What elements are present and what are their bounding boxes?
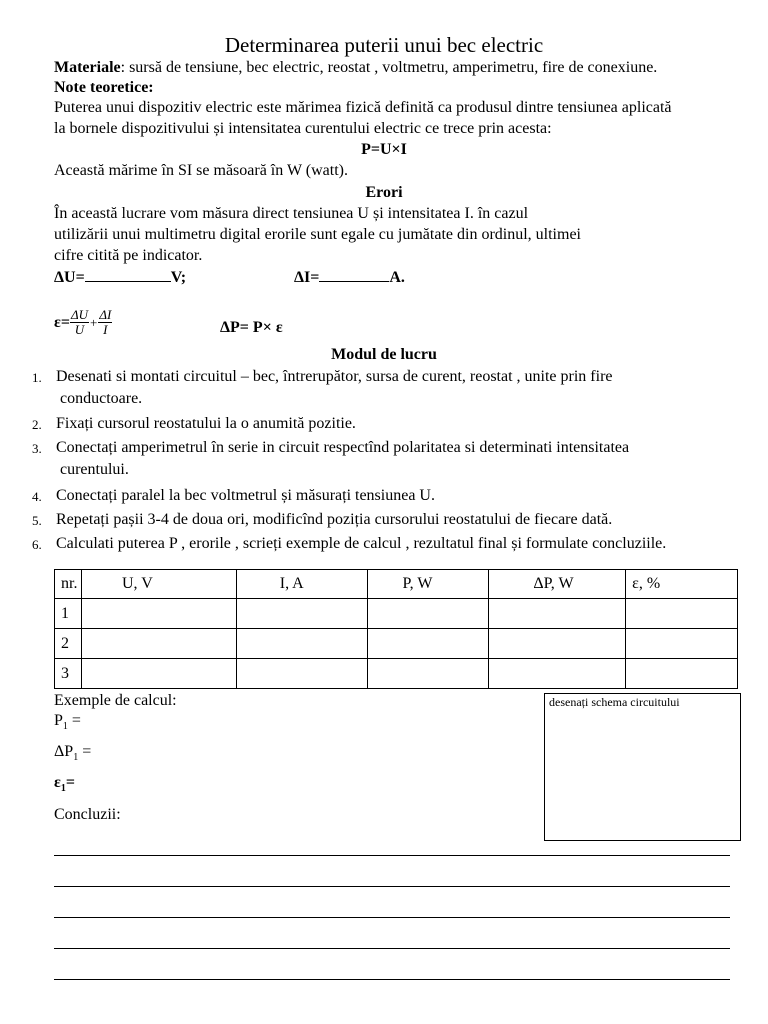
materials-label: Materiale xyxy=(54,59,121,76)
header-current: I, A xyxy=(236,570,367,599)
schema-label: desenați schema circuitului xyxy=(549,695,680,709)
step-text: Fixați cursorul reostatului la o anumită pozitie. xyxy=(56,415,356,432)
calc-dp1 xyxy=(54,743,91,767)
step-number: 4. xyxy=(32,489,42,504)
cell-power[interactable] xyxy=(367,599,489,629)
plus-sign: + xyxy=(89,314,98,330)
answer-line[interactable] xyxy=(54,917,730,918)
conclusions-label: Concluzii: xyxy=(54,806,121,823)
row-number: 2 xyxy=(55,629,82,659)
cell-delta-power[interactable] xyxy=(489,629,626,659)
p1-symbol: P xyxy=(54,712,63,729)
delta-i-blank[interactable] xyxy=(319,268,389,282)
answer-line[interactable] xyxy=(54,855,730,856)
cell-delta-power[interactable] xyxy=(489,659,626,689)
answer-line[interactable] xyxy=(54,979,730,980)
fraction-di-i-denominator: I xyxy=(103,322,108,337)
power-formula: P=U×I xyxy=(361,141,407,158)
results-table xyxy=(54,569,738,689)
fraction-di-i xyxy=(98,308,112,337)
step-1 xyxy=(20,366,740,410)
cell-epsilon[interactable] xyxy=(626,599,738,629)
circuit-schema-box[interactable] xyxy=(544,693,741,841)
cell-current[interactable] xyxy=(236,629,367,659)
delta-u-label: ΔU= xyxy=(54,269,85,286)
header-delta-power: ΔP, W xyxy=(489,570,626,599)
p1-equals: = xyxy=(67,712,81,729)
header-epsilon: ε, % xyxy=(626,570,738,599)
step-number: 3. xyxy=(32,441,42,456)
dp1-symbol: ΔP xyxy=(54,743,74,760)
e1-symbol: ε xyxy=(54,774,61,791)
table-row xyxy=(55,599,738,629)
calc-heading: Exemple de calcul: xyxy=(54,692,177,709)
delta-i-unit: A. xyxy=(389,269,405,286)
cell-current[interactable] xyxy=(236,659,367,689)
step-number: 6. xyxy=(32,537,42,552)
cell-voltage[interactable] xyxy=(81,599,236,629)
row-number: 3 xyxy=(55,659,82,689)
cell-current[interactable] xyxy=(236,599,367,629)
step-text: Conectați amperimetrul în serie in circuit respectînd polaritatea si determinati intensitatea curentului. xyxy=(56,439,630,478)
delta-u-blank[interactable] xyxy=(85,268,171,282)
errors-line-2: utilizării unui multimetru digital erorile sunt egale cu jumătate din ordinul, ultimei xyxy=(54,226,581,243)
step-number: 1. xyxy=(32,370,42,385)
cell-voltage[interactable] xyxy=(81,629,236,659)
unit-line: Această mărime în SI se măsoară în W (watt). xyxy=(54,162,348,179)
step-text: Conectați paralel la bec voltmetrul și măsurați tensiunea U. xyxy=(56,487,435,504)
table-header-row xyxy=(55,570,738,599)
cell-power[interactable] xyxy=(367,629,489,659)
fraction-di-i-numerator: ΔI xyxy=(99,307,112,322)
answer-line[interactable] xyxy=(54,948,730,949)
delta-u-field xyxy=(54,268,186,287)
row-number: 1 xyxy=(55,599,82,629)
cell-voltage[interactable] xyxy=(81,659,236,689)
calc-e1 xyxy=(54,774,75,798)
errors-heading: Erori xyxy=(365,184,403,201)
step-text: Desenati si montati circuitul – bec, întrerupător, sursa de curent, reostat , unite prin fire conductoare. xyxy=(56,368,613,407)
step-text: Repetați pașii 3-4 de doua ori, modificînd poziția cursorului reostatului de fiecare dată. xyxy=(56,511,613,528)
cell-power[interactable] xyxy=(367,659,489,689)
fraction-du-u xyxy=(70,308,89,337)
header-power: P, W xyxy=(367,570,489,599)
table-row xyxy=(55,629,738,659)
dp1-equals: = xyxy=(78,743,92,760)
step-3 xyxy=(20,437,740,481)
theory-line-1: Puterea unui dispozitiv electric este mărimea fizică definită ca produsul dintre tensiunea aplicată xyxy=(54,99,672,116)
page-title: Determinarea puterii unui bec electric xyxy=(224,33,544,57)
cell-delta-power[interactable] xyxy=(489,599,626,629)
fraction-du-u-numerator: ΔU xyxy=(70,307,88,322)
relative-error-formula xyxy=(54,308,112,337)
step-text: Calculati puterea P , erorile , scrieți exemple de calcul , rezultatul final și formulate concluziile. xyxy=(56,535,667,552)
fraction-du-u-denominator: U xyxy=(74,322,85,337)
header-nr: nr. xyxy=(55,570,82,599)
procedure-heading: Modul de lucru xyxy=(331,346,437,363)
errors-line-1: În această lucrare vom măsura direct tensiunea U și intensitatea I. în cazul xyxy=(54,205,529,222)
materials-text: : sursă de tensiune, bec electric, reostat , voltmetru, amperimetru, fire de conexiune. xyxy=(120,59,658,76)
delta-u-unit: V; xyxy=(170,269,187,286)
theory-line-2: la bornele dispozitivului și intensitatea curentului electric ce trece prin acesta: xyxy=(54,120,552,137)
delta-i-label: ΔI= xyxy=(294,269,320,286)
errors-line-3: cifre citită pe indicator. xyxy=(54,247,203,264)
e1-equals: = xyxy=(65,774,75,791)
step-number: 2. xyxy=(32,417,42,432)
dp1-subscript: 1 xyxy=(73,752,79,764)
e1-subscript: 1 xyxy=(60,783,66,795)
header-voltage: U, V xyxy=(81,570,236,599)
answer-line[interactable] xyxy=(54,886,730,887)
materials-line xyxy=(54,59,657,77)
epsilon-label: ε= xyxy=(54,313,70,331)
calc-p1 xyxy=(54,712,81,736)
p1-subscript: 1 xyxy=(62,721,68,733)
cell-epsilon[interactable] xyxy=(626,659,738,689)
absolute-error-formula: ΔP= P× ε xyxy=(220,319,283,336)
table-row xyxy=(55,659,738,689)
theory-heading: Note teoretice: xyxy=(54,79,154,96)
step-number: 5. xyxy=(32,513,42,528)
cell-epsilon[interactable] xyxy=(626,629,738,659)
delta-i-field xyxy=(294,268,405,287)
